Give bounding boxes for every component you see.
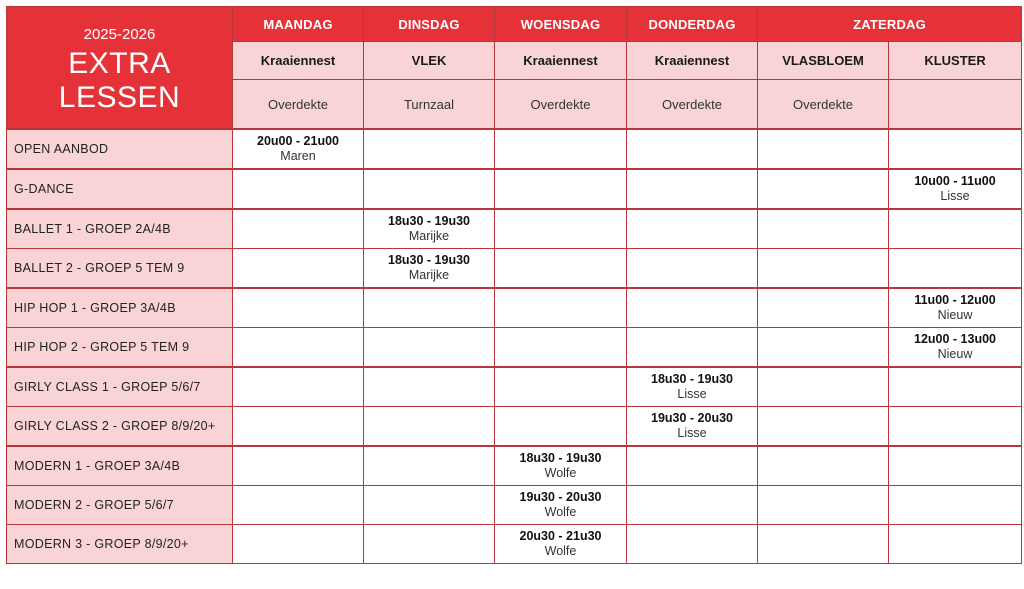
- schedule-cell: [364, 446, 495, 486]
- schedule-cell: [364, 169, 495, 209]
- slot-teacher: Lisse: [677, 426, 707, 440]
- schedule-cell: [889, 129, 1022, 169]
- room-header: Overdekte: [233, 80, 364, 130]
- schedule-cell: [758, 169, 889, 209]
- schedule-table: [6, 6, 1022, 564]
- schedule-cell: [495, 446, 627, 486]
- schedule-cell: [889, 367, 1022, 407]
- schedule-cell: [889, 446, 1022, 486]
- schedule-cell: [627, 486, 758, 525]
- slot-time: 18u30 - 19u30: [519, 451, 602, 465]
- room-header: Overdekte: [627, 80, 758, 130]
- day-header-thursday: DONDERDAG: [627, 7, 758, 42]
- slot-teacher: Nieuw: [937, 308, 973, 322]
- schedule-cell: [233, 288, 364, 328]
- schedule-cell: [233, 446, 364, 486]
- schedule-cell: [627, 129, 758, 169]
- schedule-cell: [627, 288, 758, 328]
- class-label: MODERN 2 - GROEP 5/6/7: [7, 486, 233, 525]
- slot-time: 10u00 - 11u00: [914, 174, 996, 188]
- schedule-cell: [627, 367, 758, 407]
- schedule-cell: [364, 249, 495, 289]
- schedule-cell: [364, 129, 495, 169]
- room-header: [889, 80, 1022, 130]
- schedule-cell: [758, 288, 889, 328]
- schedule-cell: [495, 249, 627, 289]
- schedule-cell: [627, 209, 758, 249]
- slot-teacher: Lisse: [677, 387, 707, 401]
- slot-time: 12u00 - 13u00: [914, 332, 996, 346]
- schedule-cell: [364, 486, 495, 525]
- table-row: [7, 328, 1022, 368]
- slot-teacher: Marijke: [408, 229, 450, 243]
- schedule-cell: [233, 367, 364, 407]
- title-block: [7, 7, 233, 130]
- schedule-cell: [889, 525, 1022, 564]
- schedule-wrapper: [6, 6, 1022, 564]
- table-row: [7, 367, 1022, 407]
- schedule-cell: [495, 288, 627, 328]
- slot-teacher: Marijke: [408, 268, 450, 282]
- schedule-cell: [758, 407, 889, 447]
- school-year: 2025-2026: [83, 26, 156, 43]
- schedule-cell: [758, 328, 889, 368]
- schedule-cell: [889, 169, 1022, 209]
- schedule-cell: [364, 328, 495, 368]
- schedule-cell: [233, 209, 364, 249]
- table-row: [7, 486, 1022, 525]
- table-row: [7, 525, 1022, 564]
- room-header: Turnzaal: [364, 80, 495, 130]
- page-title: EXTRA LESSEN: [58, 47, 181, 114]
- schedule-cell: [233, 525, 364, 564]
- day-header-monday: MAANDAG: [233, 7, 364, 42]
- schedule-cell: [364, 209, 495, 249]
- schedule-cell: [495, 169, 627, 209]
- schedule-cell: [364, 367, 495, 407]
- schedule-cell: [364, 407, 495, 447]
- location-header: Kraaiennest: [627, 42, 758, 80]
- slot-teacher: Wolfe: [544, 466, 577, 480]
- schedule-cell: [758, 367, 889, 407]
- room-header: Overdekte: [495, 80, 627, 130]
- schedule-body: [7, 129, 1022, 564]
- room-header: Overdekte: [758, 80, 889, 130]
- slot-time: 11u00 - 12u00: [914, 293, 996, 307]
- slot-time: 18u30 - 19u30: [388, 214, 470, 228]
- table-row: [7, 129, 1022, 169]
- day-header-tuesday: DINSDAG: [364, 7, 495, 42]
- class-label: MODERN 1 - GROEP 3A/4B: [7, 446, 233, 486]
- class-label: OPEN AANBOD: [7, 129, 233, 169]
- slot-time: 20u30 - 21u30: [519, 529, 602, 543]
- schedule-cell: [364, 525, 495, 564]
- day-header-saturday: ZATERDAG: [758, 7, 1022, 42]
- schedule-cell: [364, 288, 495, 328]
- schedule-cell: [495, 486, 627, 525]
- schedule-cell: [889, 407, 1022, 447]
- schedule-cell: [495, 328, 627, 368]
- slot-time: 18u30 - 19u30: [651, 372, 733, 386]
- schedule-cell: [233, 486, 364, 525]
- schedule-cell: [889, 288, 1022, 328]
- schedule-cell: [233, 328, 364, 368]
- slot-time: 20u00 - 21u00: [257, 134, 339, 148]
- table-row: [7, 446, 1022, 486]
- schedule-cell: [233, 129, 364, 169]
- schedule-cell: [495, 209, 627, 249]
- schedule-cell: [627, 446, 758, 486]
- schedule-cell: [758, 129, 889, 169]
- schedule-cell: [889, 209, 1022, 249]
- class-label: MODERN 3 - GROEP 8/9/20+: [7, 525, 233, 564]
- location-header: Kraaiennest: [495, 42, 627, 80]
- location-header: Kraaiennest: [233, 42, 364, 80]
- schedule-cell: [495, 367, 627, 407]
- slot-teacher: Lisse: [940, 189, 970, 203]
- schedule-cell: [233, 169, 364, 209]
- class-label: G-DANCE: [7, 169, 233, 209]
- schedule-cell: [758, 486, 889, 525]
- schedule-cell: [495, 407, 627, 447]
- slot-teacher: Maren: [280, 149, 316, 163]
- slot-teacher: Wolfe: [544, 505, 577, 519]
- slot-time: 19u30 - 20u30: [651, 411, 733, 425]
- schedule-cell: [233, 249, 364, 289]
- slot-time: 18u30 - 19u30: [388, 253, 470, 267]
- schedule-cell: [758, 525, 889, 564]
- table-row: [7, 288, 1022, 328]
- class-label: HIP HOP 2 - GROEP 5 TEM 9: [7, 328, 233, 368]
- class-label: BALLET 2 - GROEP 5 TEM 9: [7, 249, 233, 289]
- class-label: GIRLY CLASS 2 - GROEP 8/9/20+: [7, 407, 233, 447]
- location-header: VLASBLOEM: [758, 42, 889, 80]
- table-row: [7, 169, 1022, 209]
- schedule-cell: [233, 407, 364, 447]
- table-row: [7, 407, 1022, 447]
- slot-teacher: Wolfe: [544, 544, 577, 558]
- schedule-cell: [889, 486, 1022, 525]
- schedule-cell: [495, 129, 627, 169]
- schedule-cell: [627, 328, 758, 368]
- schedule-cell: [627, 407, 758, 447]
- schedule-cell: [889, 328, 1022, 368]
- class-label: BALLET 1 - GROEP 2A/4B: [7, 209, 233, 249]
- location-header: VLEK: [364, 42, 495, 80]
- schedule-cell: [758, 209, 889, 249]
- slot-teacher: Nieuw: [937, 347, 973, 361]
- schedule-cell: [889, 249, 1022, 289]
- class-label: GIRLY CLASS 1 - GROEP 5/6/7: [7, 367, 233, 407]
- schedule-cell: [758, 446, 889, 486]
- schedule-cell: [627, 169, 758, 209]
- table-row: [7, 209, 1022, 249]
- schedule-cell: [495, 525, 627, 564]
- schedule-cell: [627, 249, 758, 289]
- schedule-cell: [758, 249, 889, 289]
- location-header: KLUSTER: [889, 42, 1022, 80]
- class-label: HIP HOP 1 - GROEP 3A/4B: [7, 288, 233, 328]
- day-header-wednesday: WOENSDAG: [495, 7, 627, 42]
- schedule-cell: [627, 525, 758, 564]
- slot-time: 19u30 - 20u30: [519, 490, 602, 504]
- table-row: [7, 249, 1022, 289]
